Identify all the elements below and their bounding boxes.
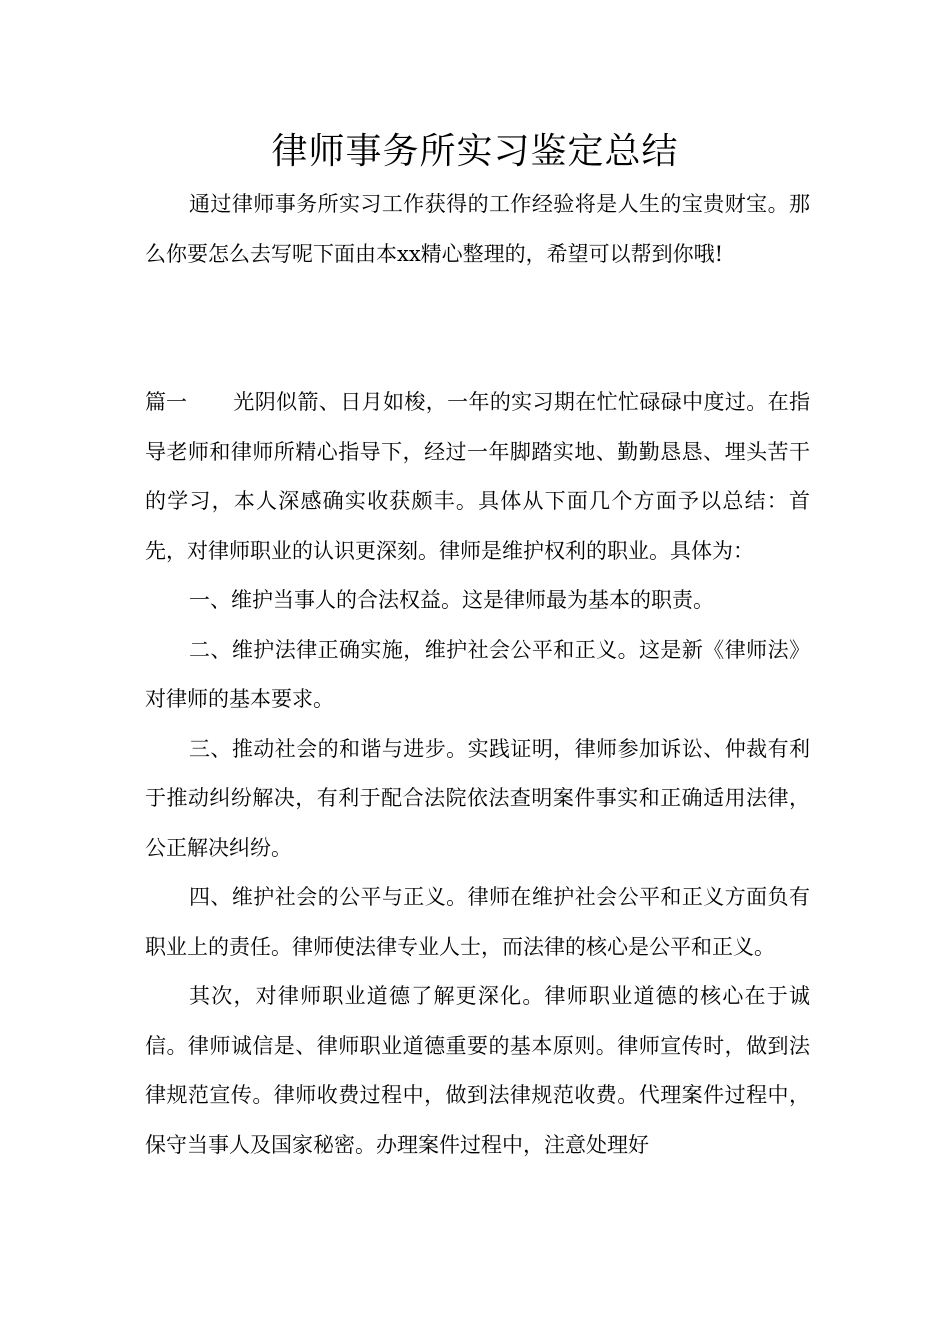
section-paragraph: [145, 378, 810, 576]
intro-paragraph: 通过律师事务所实习工作获得的工作经验将是人生的宝贵财宝。那么你要怎么去写呢下面由本xx精心整理的，希望可以帮到你哦!: [145, 192, 810, 266]
paragraph-point-3: 三、推动社会的和谐与进步。实践证明，律师参加诉讼、仲裁有利于推动纠纷解决，有利于配合法院依法查明案件事实和正确适用法律，公正解决纠纷。: [145, 736, 810, 860]
document-body: [145, 180, 810, 1170]
section-label: 篇一: [145, 390, 187, 414]
paragraph-secondly: 其次，对律师职业道德了解更深化。律师职业道德的核心在于诚信。律师诚信是、律师职业道德重要的基本原则。律师宣传时，做到法律规范宣传。律师收费过程中，做到法律规范收费。代理案件过程中，保守当事人及国家秘密。办理案件过程中，注意处理好: [145, 984, 810, 1157]
paragraph-point-1: 一、维护当事人的合法权益。这是律师最为基本的职责。: [189, 588, 714, 612]
paragraph-gap: [145, 279, 810, 378]
section-first-paragraph-text: 光阴似箭、日月如梭，一年的实习期在忙忙碌碌中度过。在指导老师和律师所精心指导下，经过一年脚踏实地、勤勤恳恳、埋头苦干的学习，本人深感确实收获颇丰。具体从下面几个方面予以总结：首先，对律师职业的认识更深刻。律师是维护权利的职业。具体为：: [145, 390, 810, 563]
document-title: 律师事务所实习鉴定总结: [271, 131, 679, 172]
paragraph-point-4: 四、维护社会的公平与正义。律师在维护社会公平和正义方面负有职业上的责任。律师使法律专业人士，而法律的核心是公平和正义。: [145, 885, 810, 959]
paragraph-point-2: 二、维护法律正确实施，维护社会公平和正义。这是新《律师法》对律师的基本要求。: [145, 637, 810, 711]
